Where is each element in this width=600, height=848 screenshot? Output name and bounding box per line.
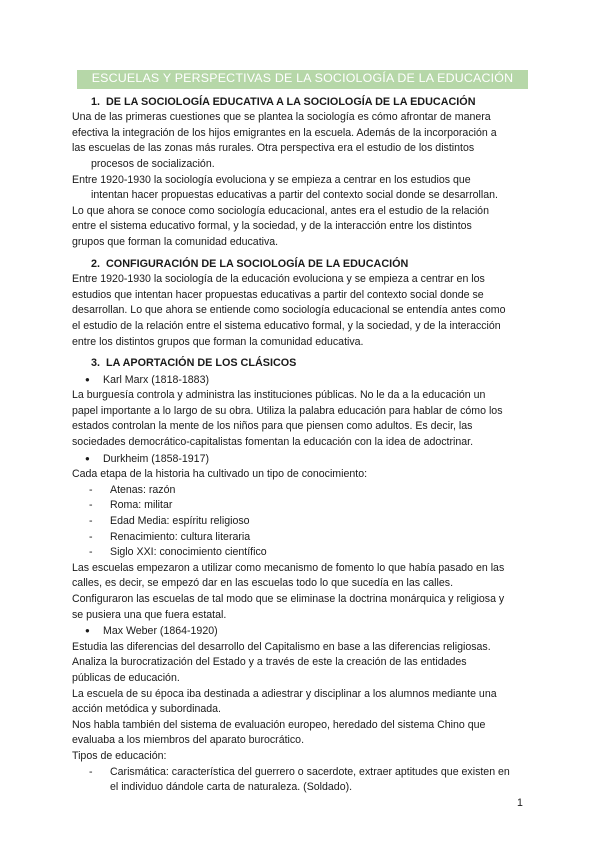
dash-icon: - — [89, 515, 93, 528]
text-line: Lo que ahora se conoce como sociología educacional, antes era el estudio de la relación — [72, 204, 489, 217]
text-line: estudios que intentan hacer propuestas educativas a partir del contexto social donde se — [72, 288, 484, 301]
list-item-continuation: el individuo dándole carta de naturaleza. (Soldado). — [110, 781, 353, 794]
text-line: Tipos de educación: — [72, 749, 167, 762]
list-item-text: Renacimiento: cultura literaria — [110, 530, 251, 543]
dash-list-item — [89, 514, 532, 530]
text-line: las escuelas de las zonas más rurales. Otra perspectiva era el estudio de los distintos — [72, 142, 475, 155]
section-number: 1. — [91, 95, 101, 108]
text-line: intentan hacer propuestas educativas a partir del contexto social donde se desarrollan. — [91, 189, 498, 202]
section-number: 2. — [91, 257, 101, 270]
dash-list-item — [89, 483, 532, 499]
text-line: acción metódica y subordinada. — [72, 703, 221, 716]
text-line: entre el sistema educativo formal, y la sociedad, y de la interacción entre los distintos — [72, 220, 472, 233]
bullet-icon: ● — [85, 453, 90, 463]
section-3-heading — [91, 356, 532, 372]
section-number: 3. — [91, 357, 101, 370]
section-2-heading — [91, 257, 532, 273]
text-line: Cada etapa de la historia ha cultivado un tipo de conocimiento: — [72, 468, 368, 481]
text-line: desarrollan. Lo que ahora se entiende como sociología educacional se entendía antes como — [72, 304, 506, 317]
list-item-text: Atenas: razón — [110, 483, 176, 496]
dash-icon: - — [89, 546, 93, 559]
list-item-text: Carismática: característica del guerrero o sacerdote, extraer aptitudes que existen en — [110, 765, 510, 778]
document-page — [72, 70, 532, 796]
bullet-icon: ● — [85, 374, 90, 384]
text-line: La escuela de su época iba destinada a adiestrar y disciplinar a los alumnos mediante una — [72, 687, 497, 700]
text-line: sociedades democrático-capitalistas fomentan la educación con la idea de adoctrinar. — [72, 436, 474, 449]
dash-list-item — [89, 498, 532, 514]
section-title: LA APORTACIÓN DE LOS CLÁSICOS — [106, 357, 297, 370]
text-line: estados controlan la mente de los niños para que piensen como adultos. Es decir, las — [72, 420, 473, 433]
text-line: Configuraron las escuelas de tal modo que se eliminase la doctrina monárquica y religiosa y — [72, 593, 505, 605]
text-line: efectiva la integración de los hijos emigrantes en la escuela. Además de la incorporación a — [72, 126, 497, 139]
section-1-heading — [91, 95, 532, 111]
dash-icon: - — [89, 765, 93, 778]
text-line: Nos habla también del sistema de evaluación europeo, heredado del sistema Chino que — [72, 718, 486, 731]
text-line: papel importante a lo largo de su obra. Utiliza la palabra educación para hablar de cómo los — [72, 404, 503, 417]
page-number: 1 — [517, 797, 523, 809]
text-line: Analiza la burocratización del Estado y a través de este la creación de las entidades — [72, 656, 467, 669]
text-line: públicas de educación. — [72, 671, 180, 684]
author-name: Max Weber (1864-1920) — [103, 625, 218, 638]
text-line: se pusiera una que fuera estatal. — [72, 608, 227, 621]
bullet-item-marx — [85, 372, 532, 389]
text-line: Entre 1920-1930 la sociología evoluciona y se empieza a centrar en los estudios que — [72, 173, 471, 186]
author-name: Karl Marx (1818-1883) — [103, 373, 209, 386]
dash-icon: - — [89, 483, 93, 496]
list-item-text: Siglo XXI: conocimiento científico — [110, 546, 267, 559]
section-1-body — [72, 110, 532, 250]
section-2-body — [72, 272, 532, 350]
text-line: La burguesía controla y administra las instituciones públicas. No le da a la educación un — [72, 389, 486, 402]
bullet-icon: ● — [85, 626, 90, 636]
text-line: grupos que forman la comunidad educativa. — [72, 235, 279, 248]
document-title: ESCUELAS Y PERSPECTIVAS DE LA SOCIOLOGÍA DE LA EDUCACIÓN — [77, 70, 528, 89]
text-line: el estudio de la relación entre el sistema educativo formal, y la sociedad, y de la interacción — [72, 319, 501, 332]
author-name: Durkheim (1858-1917) — [103, 452, 209, 465]
list-item-text: Roma: militar — [110, 499, 173, 512]
text-line: procesos de socialización. — [91, 157, 215, 170]
text-line: Una de las primeras cuestiones que se plantea la sociología es cómo afrontar de manera — [72, 111, 491, 124]
list-item-text: Edad Media: espíritu religioso — [110, 515, 250, 528]
dash-icon: - — [89, 530, 93, 543]
bullet-item-weber — [85, 623, 532, 640]
section-title: DE LA SOCIOLOGÍA EDUCATIVA A LA SOCIOLOGÍA DE LA EDUCACIÓN — [106, 95, 476, 108]
text-line: Estudia las diferencias del desarrollo del Capitalismo en base a las diferencias religiosas. — [72, 640, 491, 653]
text-line: calles, es decir, se empezó dar en las escuelas todo lo que sucedía en las calles. — [72, 577, 454, 590]
dash-list-item — [89, 545, 532, 561]
section-title: CONFIGURACIÓN DE LA SOCIOLOGÍA DE LA EDUCACIÓN — [106, 257, 409, 270]
dash-icon: - — [89, 499, 93, 512]
dash-list-item — [89, 765, 532, 781]
dash-list-item — [89, 530, 532, 546]
text-line: evaluaba a los miembros del aparato burocrático. — [72, 734, 305, 747]
bullet-item-durkheim — [85, 451, 532, 468]
text-line: Las escuelas empezaron a utilizar como mecanismo de fomento lo que había pasado en las — [72, 561, 505, 574]
text-line: Entre 1920-1930 la sociología de la educación evoluciona y se empieza a centrar en los — [72, 273, 485, 286]
text-line: entre los distintos grupos que forman la comunidad educativa. — [72, 335, 364, 348]
